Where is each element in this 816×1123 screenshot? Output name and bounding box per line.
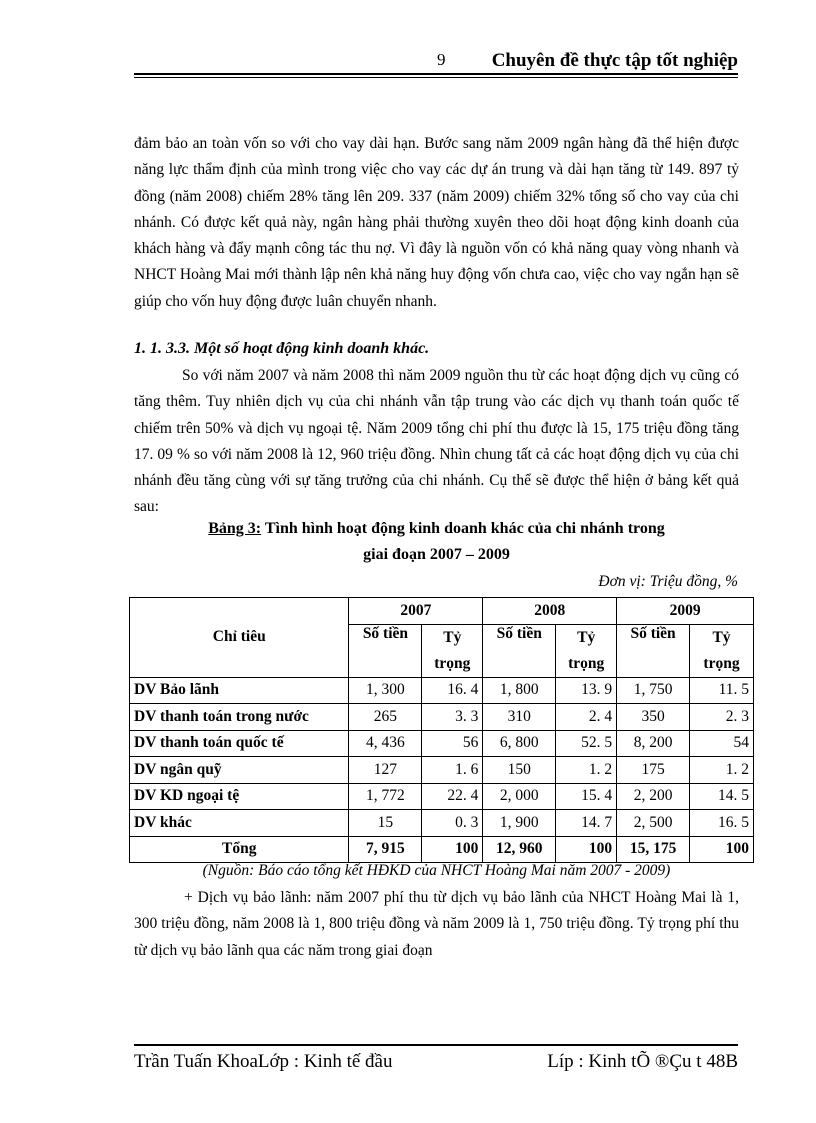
table-caption-title: Tình hình hoạt động kinh doanh khác của chi nhánh trong — [261, 520, 665, 537]
amount-2008: 1, 800 — [483, 677, 556, 704]
services-table — [129, 597, 754, 863]
share-2007: 22. 4 — [422, 783, 483, 810]
footer-rule — [134, 1044, 738, 1046]
share-2008: 1. 2 — [556, 757, 617, 784]
paragraph-1: đảm bảo an toàn vốn so với cho vay dài hạn. Bước sang năm 2009 ngân hàng đã thể hiện được năng lực thẩm định của mình trong việc cho vay các dự án trung và dài hạn tăng từ 149. 897 tỷ đồng (năm 2008) chiếm 28% tăng lên 209. 337 (năm 2009) chiếm 32% tổng số cho vay của chi nhánh. Có được kết quả này, ngân hàng phải thường xuyên theo dõi hoạt động kinh doanh của khách hàng và đẩy mạnh công tác thu nợ. Vì đây là nguồn vốn có khả năng quay vòng nhanh và NHCT Hoàng Mai mới thành lập nên khả năng huy động vốn chưa cao, việc cho vay ngắn hạn sẽ giúp cho vốn huy động được luân chuyển nhanh. — [134, 135, 739, 310]
row-label: DV thanh toán trong nước — [130, 704, 349, 731]
header-share-2008: Tỷ trọng — [556, 624, 617, 677]
row-label: DV ngân quỹ — [130, 757, 349, 784]
amount-2009: 2, 500 — [617, 810, 690, 837]
table-row — [130, 810, 754, 837]
amount-2008: 12, 960 — [483, 836, 556, 863]
header-rule-thin — [134, 77, 738, 78]
paragraph-2: So với năm 2007 và năm 2008 thì năm 2009 nguồn thu từ các hoạt động dịch vụ cũng có tăng thêm. Tuy nhiên dịch vụ của chi nhánh vẫn tập trung vào các dịch vụ thanh toán quốc tế chiếm trên 50% và dịch vụ ngoại tệ. Năm 2009 tổng chi phí thu được là 15, 175 triệu đồng tăng 17. 09 % so với năm 2008 là 12, 960 triệu đồng. Nhìn chung tất cả các hoạt động dịch vụ của chi nhánh đều tăng cùng với sự tăng trưởng của chi nhánh. Cụ thể sẽ được thể hiện ở bảng kết quả sau: — [134, 367, 739, 516]
share-2008: 13. 9 — [556, 677, 617, 704]
share-2009: 11. 5 — [690, 677, 754, 704]
table-row — [130, 757, 754, 784]
share-2008: 2. 4 — [556, 704, 617, 731]
header-amount-2009: Số tiền — [617, 624, 690, 677]
share-2008: 14. 7 — [556, 810, 617, 837]
amount-2008: 1, 900 — [483, 810, 556, 837]
table-row — [130, 677, 754, 704]
paragraph-3: + Dịch vụ bảo lãnh: năm 2007 phí thu từ dịch vụ bảo lãnh của NHCT Hoàng Mai là 1, 300 triệu đồng, năm 2008 là 1, 800 triệu đồng và năm 2009 là 1, 750 triệu đồng. Tỷ trọng phí thu từ dịch vụ bảo lãnh qua các năm trong giai đoạn — [134, 889, 739, 959]
table-total-row — [130, 836, 754, 863]
share-2009: 14. 5 — [690, 783, 754, 810]
table-caption — [134, 520, 739, 538]
header-share-2007: Tỷ trọng — [422, 624, 483, 677]
share-2008: 100 — [556, 836, 617, 863]
share-2009: 54 — [690, 730, 754, 757]
share-2009: 1. 2 — [690, 757, 754, 784]
share-2009: 2. 3 — [690, 704, 754, 731]
header-amount-2008: Số tiền — [483, 624, 556, 677]
header-year-2009: 2009 — [617, 598, 754, 625]
table-caption-label: Bảng 3: — [208, 520, 262, 537]
header-share-2009: Tỷ trọng — [690, 624, 754, 677]
unit-label: Đơn vị: Triệu đồng, % — [598, 573, 738, 590]
row-label: Tổng — [130, 836, 349, 863]
share-2007: 100 — [422, 836, 483, 863]
page-number: 9 — [437, 50, 446, 69]
amount-2009: 8, 200 — [617, 730, 690, 757]
amount-2008: 310 — [483, 704, 556, 731]
amount-2007: 15 — [349, 810, 422, 837]
header-indicator: Chỉ tiêu — [130, 598, 349, 678]
amount-2008: 2, 000 — [483, 783, 556, 810]
amount-2007: 4, 436 — [349, 730, 422, 757]
header-year-2007: 2007 — [349, 598, 483, 625]
table-row — [130, 730, 754, 757]
row-label: DV Bảo lãnh — [130, 677, 349, 704]
share-2007: 56 — [422, 730, 483, 757]
header-amount-2007: Số tiền — [349, 624, 422, 677]
table-row — [130, 783, 754, 810]
share-2007: 3. 3 — [422, 704, 483, 731]
footer-class: Líp : Kinh tÕ ®Çu t 48B — [547, 1051, 738, 1072]
header-rule — [134, 73, 738, 75]
header-title: Chuyên đề thực tập tốt nghiệp — [491, 50, 738, 71]
row-label: DV KD ngoại tệ — [130, 783, 349, 810]
amount-2008: 150 — [483, 757, 556, 784]
share-2008: 15. 4 — [556, 783, 617, 810]
amount-2007: 7, 915 — [349, 836, 422, 863]
amount-2008: 6, 800 — [483, 730, 556, 757]
amount-2007: 127 — [349, 757, 422, 784]
amount-2009: 2, 200 — [617, 783, 690, 810]
amount-2009: 175 — [617, 757, 690, 784]
footer-author: Trần Tuấn KhoaLớp : Kinh tế đầu — [134, 1051, 393, 1072]
header-year-2008: 2008 — [483, 598, 617, 625]
table-caption-line2: giai đoạn 2007 – 2009 — [363, 546, 510, 563]
section-heading: 1. 1. 3.3. Một số hoạt động kinh doanh khác. — [134, 340, 430, 357]
amount-2007: 265 — [349, 704, 422, 731]
share-2009: 100 — [690, 836, 754, 863]
amount-2009: 350 — [617, 704, 690, 731]
row-label: DV khác — [130, 810, 349, 837]
share-2009: 16. 5 — [690, 810, 754, 837]
row-label: DV thanh toán quốc tế — [130, 730, 349, 757]
share-2008: 52. 5 — [556, 730, 617, 757]
amount-2007: 1, 772 — [349, 783, 422, 810]
amount-2009: 1, 750 — [617, 677, 690, 704]
amount-2007: 1, 300 — [349, 677, 422, 704]
table-row — [130, 704, 754, 731]
share-2007: 1. 6 — [422, 757, 483, 784]
share-2007: 16. 4 — [422, 677, 483, 704]
share-2007: 0. 3 — [422, 810, 483, 837]
table-source: (Nguồn: Báo cáo tổng kết HĐKD của NHCT Hoàng Mai năm 2007 - 2009) — [202, 862, 671, 879]
amount-2009: 15, 175 — [617, 836, 690, 863]
